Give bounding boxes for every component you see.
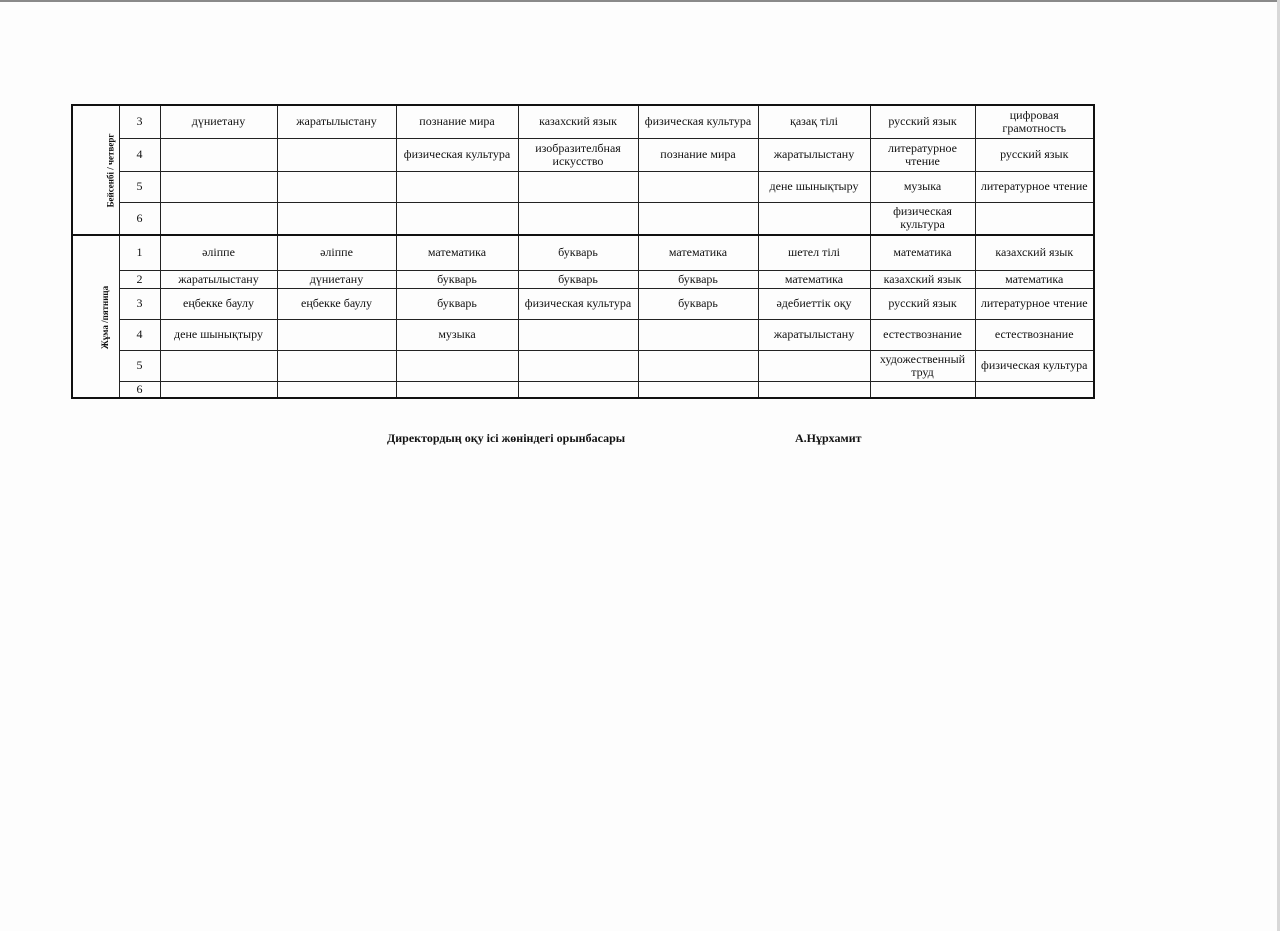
subject-cell: физическая культура (518, 288, 638, 319)
subject-cell: физическая культура (638, 105, 758, 138)
subject-cell: познание мира (638, 138, 758, 171)
subject-cell (277, 381, 396, 398)
table-row (72, 105, 1094, 138)
subject-cell (518, 319, 638, 350)
subject-cell: букварь (518, 235, 638, 270)
subject-cell: математика (758, 270, 870, 288)
subject-cell (277, 350, 396, 381)
subject-cell: физическая культура (870, 202, 975, 235)
table-row (72, 138, 1094, 171)
subject-cell (160, 138, 277, 171)
subject-cell: еңбекке баулу (160, 288, 277, 319)
subject-cell: букварь (396, 270, 518, 288)
table-row (72, 270, 1094, 288)
subject-cell: музыка (870, 171, 975, 202)
day-cell (72, 105, 119, 235)
subject-cell: жаратылыстану (758, 319, 870, 350)
lesson-number: 5 (119, 350, 160, 381)
subject-cell (638, 381, 758, 398)
subject-cell: әдебиеттік оқу (758, 288, 870, 319)
subject-cell: дүниетану (160, 105, 277, 138)
subject-cell: литературное чтение (870, 138, 975, 171)
table-row (72, 319, 1094, 350)
subject-cell: естествознание (975, 319, 1094, 350)
subject-cell: казахский язык (870, 270, 975, 288)
subject-cell: русский язык (870, 288, 975, 319)
lesson-number: 5 (119, 171, 160, 202)
lesson-number: 1 (119, 235, 160, 270)
day-label: Бейсенбі / четверг (105, 133, 116, 208)
lesson-number: 2 (119, 270, 160, 288)
subject-cell (277, 319, 396, 350)
day-cell (72, 235, 119, 398)
subject-cell: дене шынықтыру (758, 171, 870, 202)
day-label: Жұма /пятница (100, 285, 111, 349)
subject-cell (277, 202, 396, 235)
table-row (72, 202, 1094, 235)
subject-cell: математика (638, 235, 758, 270)
subject-cell (518, 381, 638, 398)
lesson-number: 3 (119, 105, 160, 138)
subject-cell (396, 381, 518, 398)
subject-cell: казахский язык (975, 235, 1094, 270)
subject-cell: дене шынықтыру (160, 319, 277, 350)
page-top-edge (0, 0, 1280, 2)
subject-cell: әліппе (160, 235, 277, 270)
subject-cell (396, 171, 518, 202)
subject-cell: художественный труд (870, 350, 975, 381)
subject-cell: математика (396, 235, 518, 270)
subject-cell (160, 350, 277, 381)
lesson-number: 4 (119, 319, 160, 350)
subject-cell (518, 350, 638, 381)
lesson-number: 6 (119, 202, 160, 235)
table-row (72, 381, 1094, 398)
subject-cell (518, 202, 638, 235)
subject-cell: жаратылыстану (758, 138, 870, 171)
subject-cell (758, 350, 870, 381)
lesson-number: 6 (119, 381, 160, 398)
subject-cell (396, 202, 518, 235)
subject-cell: букварь (638, 288, 758, 319)
subject-cell: физическая культура (975, 350, 1094, 381)
subject-cell: познание мира (396, 105, 518, 138)
signature-role: Директордың оқу ісі жөніндегі орынбасары (387, 431, 626, 445)
subject-cell (758, 381, 870, 398)
subject-cell (160, 381, 277, 398)
subject-cell: букварь (396, 288, 518, 319)
subject-cell: еңбекке баулу (277, 288, 396, 319)
table-row (72, 235, 1094, 270)
subject-cell (277, 171, 396, 202)
subject-cell: естествознание (870, 319, 975, 350)
table-row (72, 171, 1094, 202)
subject-cell: цифровая грамотность (975, 105, 1094, 138)
subject-cell (160, 171, 277, 202)
subject-cell: математика (975, 270, 1094, 288)
lesson-number: 3 (119, 288, 160, 319)
table-row (72, 350, 1094, 381)
subject-cell: изобразителбная искусство (518, 138, 638, 171)
subject-cell: шетел тілі (758, 235, 870, 270)
subject-cell (638, 350, 758, 381)
table-row (72, 288, 1094, 319)
subject-cell: дүниетану (277, 270, 396, 288)
subject-cell (518, 171, 638, 202)
lesson-number: 4 (119, 138, 160, 171)
subject-cell (160, 202, 277, 235)
subject-cell (975, 202, 1094, 235)
subject-cell (638, 171, 758, 202)
subject-cell: казахский язык (518, 105, 638, 138)
subject-cell: жаратылыстану (277, 105, 396, 138)
subject-cell (396, 350, 518, 381)
signature-name: А.Нұрхамит (795, 431, 862, 445)
subject-cell: қазақ тілі (758, 105, 870, 138)
subject-cell: литературное чтение (975, 288, 1094, 319)
schedule-table (71, 104, 1095, 399)
subject-cell: букварь (518, 270, 638, 288)
subject-cell (975, 381, 1094, 398)
subject-cell: литературное чтение (975, 171, 1094, 202)
subject-cell: әліппе (277, 235, 396, 270)
subject-cell: жаратылыстану (160, 270, 277, 288)
subject-cell: музыка (396, 319, 518, 350)
subject-cell: физическая культура (396, 138, 518, 171)
subject-cell (277, 138, 396, 171)
subject-cell: математика (870, 235, 975, 270)
subject-cell (870, 381, 975, 398)
subject-cell: русский язык (870, 105, 975, 138)
subject-cell: букварь (638, 270, 758, 288)
subject-cell: русский язык (975, 138, 1094, 171)
subject-cell (638, 202, 758, 235)
subject-cell (758, 202, 870, 235)
subject-cell (638, 319, 758, 350)
